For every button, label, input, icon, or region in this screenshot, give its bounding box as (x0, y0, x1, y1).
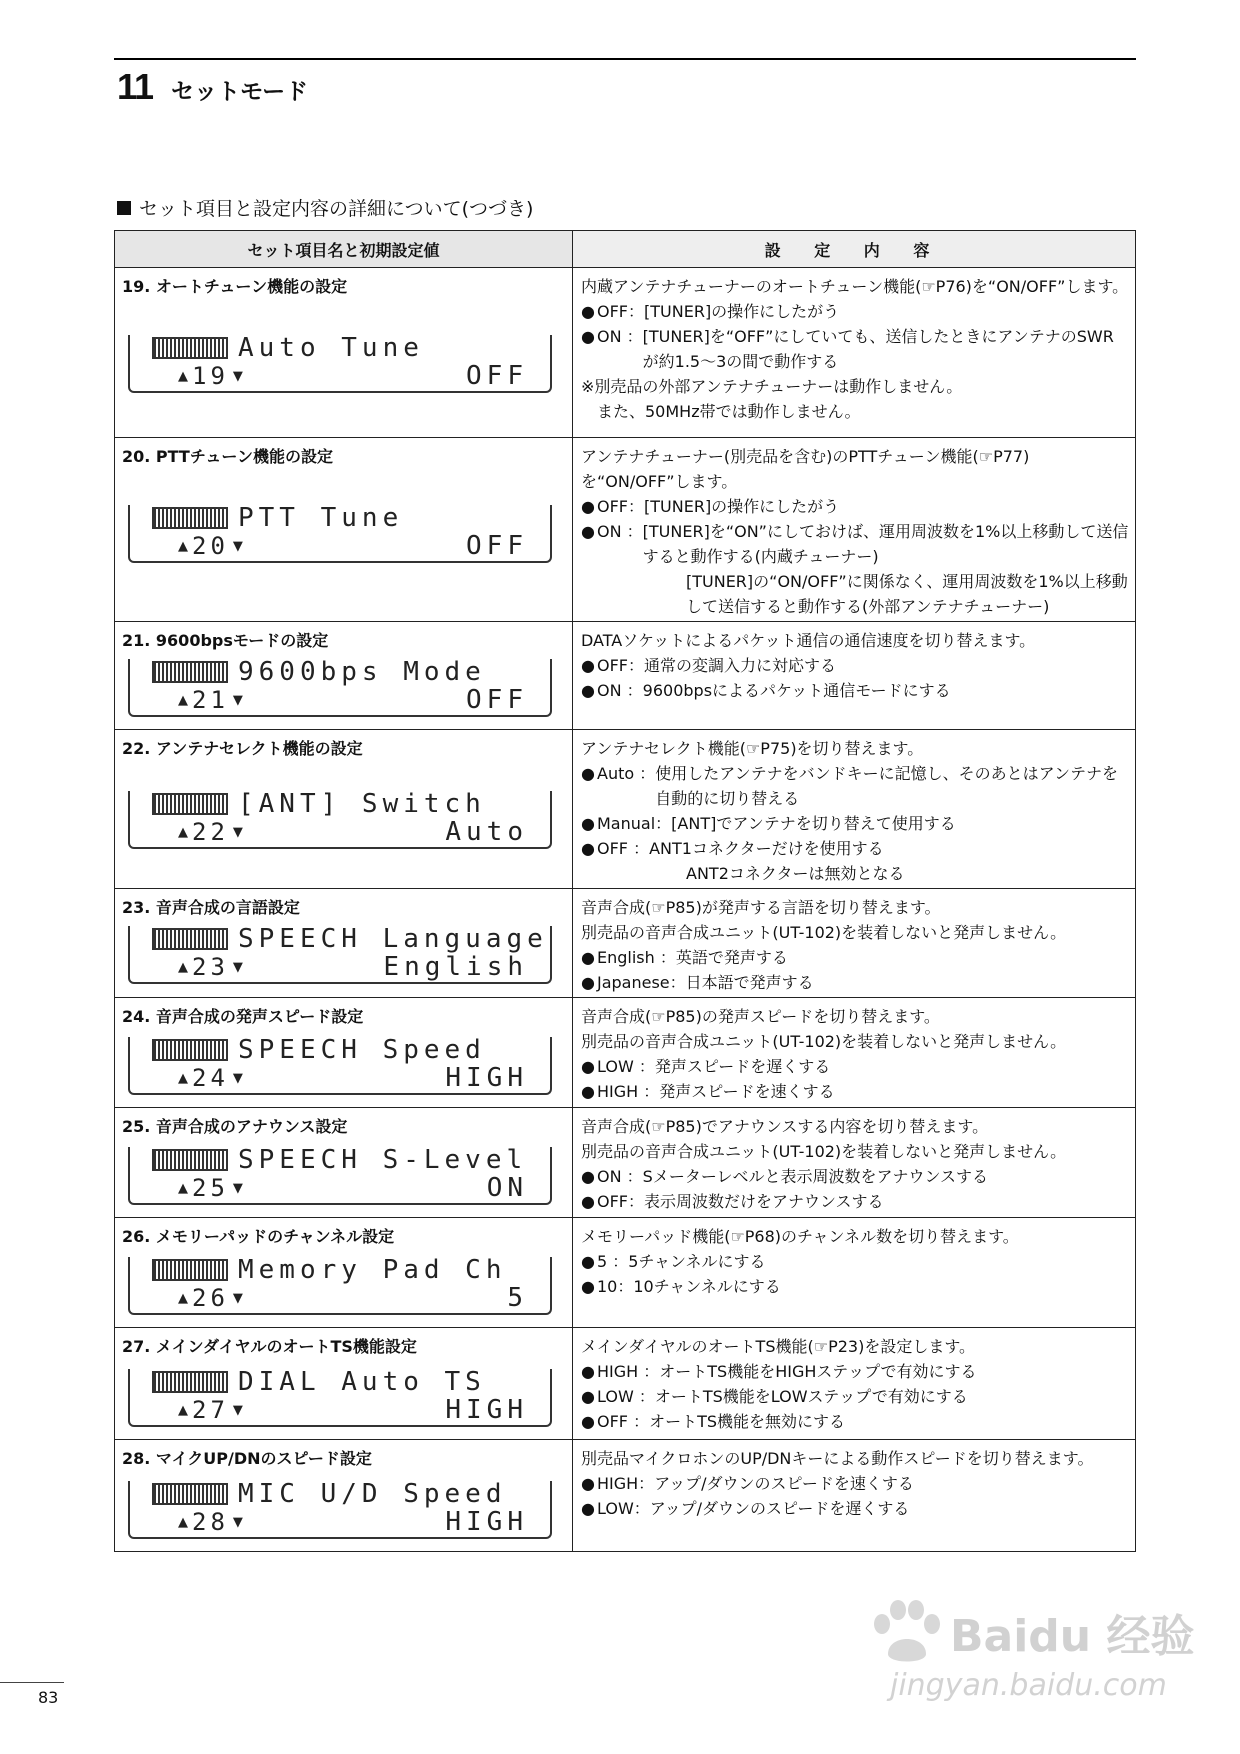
lcd-item-name: SPEECH Language (238, 924, 548, 954)
lcd-item-value: Auto (445, 817, 528, 847)
lcd-item-value: OFF (466, 685, 528, 715)
header-item-name: セット項目名と初期設定値 (115, 231, 573, 268)
table-row (115, 730, 1136, 889)
up-arrow-icon: ▲ (178, 1290, 188, 1306)
item-title: 21. 9600bpsモードの設定 (122, 631, 329, 650)
bullet-key: LOW： (597, 1499, 650, 1518)
paw-watermark-icon (868, 1600, 946, 1664)
down-arrow-icon: ▼ (232, 959, 243, 975)
chapter-title: セットモード (171, 79, 309, 105)
bullet-text: 発声スピードを遅くする (654, 1057, 831, 1076)
up-arrow-icon: ▲ (178, 959, 188, 975)
bullet-item (581, 836, 1129, 861)
setting-content-cell (573, 730, 1136, 889)
lcd-item-number: 27 (192, 1396, 229, 1424)
bullet-text: 9600bpsによるパケット通信モードにする (642, 681, 951, 700)
bullet-item (581, 324, 1129, 374)
bullet-dot-icon: ● (581, 1474, 595, 1493)
lcd-item-number: 24 (192, 1064, 229, 1092)
description-text: 音声合成(☞P85)でアナウンスする内容を切り替えます。 (581, 1117, 989, 1136)
bullet-dot-icon: ● (581, 1167, 595, 1186)
bullet-dot-icon: ● (581, 764, 595, 783)
bullet-item (581, 1409, 1129, 1434)
lcd-line-1 (152, 1479, 507, 1509)
lcd-line-2 (178, 1395, 528, 1425)
bullet-key: LOW ： (597, 1057, 655, 1076)
bullet-text: [TUNER]を“OFF”にしていても、送信したときにアンテナのSWRが約1.5〜3の間で動作する (642, 327, 1114, 371)
bullet-item (581, 678, 1129, 703)
table-row (115, 438, 1136, 622)
bullet-dot-icon: ● (581, 973, 595, 992)
lcd-item-value: HIGH (445, 1507, 528, 1537)
bullet-text: [TUNER]を“ON”にしておけば、運用周波数を1%以上移動して送信すると動作する(内蔵チューナー) (642, 522, 1129, 566)
bullet-key: Japanese： (597, 973, 686, 992)
description-text: メインダイヤルのオートTS機能(☞P23)を設定します。 (581, 1337, 976, 1356)
item-title: 28. マイクUP/DNのスピード設定 (122, 1449, 372, 1468)
set-indicator-icon (152, 337, 228, 359)
description-text: アンテナセレクト機能(☞P75)を切り替えます。 (581, 739, 924, 758)
down-arrow-icon: ▼ (232, 1070, 243, 1086)
bullet-dot-icon: ● (581, 327, 595, 346)
bullet-key: 10： (597, 1277, 634, 1296)
table-header-row (115, 231, 1136, 268)
description-text: 音声合成(☞P85)が発声する言語を切り替えます。 (581, 898, 941, 917)
lcd-display (128, 659, 552, 717)
bullet-item (581, 494, 1129, 519)
lcd-line-2 (178, 531, 528, 561)
lcd-item-value: English (383, 952, 528, 982)
bullet-item (581, 970, 1129, 995)
lcd-item-number: 28 (192, 1508, 229, 1536)
description-text: DATAソケットによるパケット通信の通信速度を切り替えます。 (581, 631, 1036, 650)
lcd-line-1 (152, 924, 548, 954)
bullet-item (581, 653, 1129, 678)
description-text: 別売品の音声合成ユニット(UT-102)を装着しないと発声しません。 (581, 923, 1067, 942)
bullet-dot-icon: ● (581, 1362, 595, 1381)
item-cell (115, 268, 573, 438)
page-number-rule (0, 1682, 64, 1683)
lcd-item-number: 23 (192, 953, 229, 981)
setting-content-cell (573, 998, 1136, 1108)
bullet-text: [ANT]でアンテナを切り替えて使用する (671, 814, 956, 833)
setting-content-cell (573, 889, 1136, 998)
set-indicator-icon (152, 928, 228, 950)
lcd-item-name: Memory Pad Ch (238, 1255, 507, 1285)
bullet-item (581, 811, 1129, 836)
bullet-text: [TUNER]の操作にしたがう (644, 302, 840, 321)
bullet-key: HIGH ： (597, 1082, 660, 1101)
bullet-item (581, 1189, 1129, 1214)
bullet-item (581, 1274, 1129, 1299)
set-indicator-icon (152, 1483, 228, 1505)
set-indicator-icon (152, 507, 228, 529)
item-title: 25. 音声合成のアナウンス設定 (122, 1117, 348, 1136)
up-arrow-icon: ▲ (178, 368, 188, 384)
bullet-item (581, 1359, 1129, 1384)
bullet-text: オートTS機能をHIGHステップで有効にする (659, 1362, 977, 1381)
lcd-item-value: OFF (466, 361, 528, 391)
set-indicator-icon (152, 1259, 228, 1281)
lcd-item-value: OFF (466, 531, 528, 561)
item-cell (115, 1440, 573, 1552)
section-title (117, 194, 533, 221)
bullet-dot-icon: ● (581, 1499, 595, 1518)
setting-content-cell (573, 1108, 1136, 1218)
lcd-item-name: PTT Tune (238, 503, 404, 533)
bullet-key: Manual： (597, 814, 672, 833)
bullet-dot-icon: ● (581, 948, 595, 967)
bullet-text: 10チャンネルにする (633, 1277, 781, 1296)
bullet-dot-icon: ● (581, 814, 595, 833)
table-row (115, 1440, 1136, 1552)
bullet-text: 日本語で発声する (685, 973, 814, 992)
lcd-line-2 (178, 1507, 528, 1537)
bullet-dot-icon: ● (581, 1412, 595, 1431)
setting-content-cell (573, 268, 1136, 438)
bullet-text: ANT1コネクターだけを使用する (649, 839, 884, 858)
description-text: 別売品の音声合成ユニット(UT-102)を装着しないと発声しません。 (581, 1032, 1067, 1051)
bullet-dot-icon: ● (581, 839, 595, 858)
lcd-item-value: HIGH (445, 1395, 528, 1425)
up-arrow-icon: ▲ (178, 1402, 188, 1418)
bullet-item (581, 1054, 1129, 1079)
bullet-dot-icon: ● (581, 1057, 595, 1076)
lcd-item-name: SPEECH S-Level (238, 1145, 528, 1175)
lcd-line-2 (178, 1173, 528, 1203)
down-arrow-icon: ▼ (232, 538, 243, 554)
bullet-key: OFF ： (597, 839, 650, 858)
lcd-line-1 (152, 1035, 486, 1065)
settings-table (114, 230, 1136, 1552)
header-setting-content: 設 定 内 容 (573, 231, 1136, 268)
setting-content-cell (573, 1440, 1136, 1552)
down-arrow-icon: ▼ (232, 1180, 243, 1196)
header-rule (114, 58, 1136, 60)
lcd-display (128, 505, 552, 563)
up-arrow-icon: ▲ (178, 1514, 188, 1530)
bullet-dot-icon: ● (581, 681, 595, 700)
item-title: 26. メモリーパッドのチャンネル設定 (122, 1227, 395, 1246)
down-arrow-icon: ▼ (232, 368, 243, 384)
lcd-item-number: 19 (192, 362, 229, 390)
bullet-key: ON ： (597, 522, 643, 541)
lcd-line-1 (152, 333, 424, 363)
bullet-dot-icon: ● (581, 656, 595, 675)
up-arrow-icon: ▲ (178, 692, 188, 708)
description-text: メモリーパッド機能(☞P68)のチャンネル数を切り替えます。 (581, 1227, 1019, 1246)
lcd-line-1 (152, 657, 486, 687)
lcd-item-value: ON (486, 1173, 528, 1203)
bullet-dot-icon: ● (581, 1082, 595, 1101)
lcd-item-number: 22 (192, 818, 229, 846)
bullet-dot-icon: ● (581, 1387, 595, 1406)
chapter-heading (117, 66, 308, 108)
section-title-text: セット項目と設定内容の詳細について(つづき) (139, 198, 534, 220)
note-text: ※別売品の外部アンテナチューナーは動作しません。 (581, 377, 963, 396)
bullet-key: OFF： (597, 497, 645, 516)
note-text: ANT2コネクターは無効となる (686, 864, 905, 883)
bullet-key: ON ： (597, 681, 643, 700)
up-arrow-icon: ▲ (178, 1180, 188, 1196)
bullet-item (581, 1384, 1129, 1409)
note-text: [TUNER]の“ON/OFF”に関係なく、運用周波数を1%以上移動して送信すると動作する(外部アンテナチューナー) (686, 572, 1128, 616)
bullet-dot-icon: ● (581, 1252, 595, 1271)
set-indicator-icon (152, 1371, 228, 1393)
lcd-line-1 (152, 1255, 507, 1285)
down-arrow-icon: ▼ (232, 1402, 243, 1418)
lcd-item-number: 20 (192, 532, 229, 560)
watermark-brand: Baidu 经验 (950, 1611, 1195, 1662)
bullet-dot-icon: ● (581, 497, 595, 516)
bullet-key: OFF： (597, 656, 645, 675)
item-cell (115, 998, 573, 1108)
watermark-url: jingyan.baidu.com (890, 1668, 1167, 1703)
bullet-text: 英語で発声する (675, 948, 788, 967)
item-cell (115, 438, 573, 622)
bullet-key: LOW ： (597, 1387, 655, 1406)
lcd-display (128, 1147, 552, 1205)
bullet-item (581, 1471, 1129, 1496)
bullet-text: 使用したアンテナをバンドキーに記憶し、そのあとはアンテナを自動的に切り替える (655, 764, 1118, 808)
bullet-text: [TUNER]の操作にしたがう (644, 497, 840, 516)
bullet-text: 通常の変調入力に対応する (644, 656, 837, 675)
bullet-dot-icon: ● (581, 1192, 595, 1211)
item-title: 23. 音声合成の言語設定 (122, 898, 300, 917)
square-bullet-icon (117, 201, 131, 215)
lcd-display (128, 1369, 552, 1427)
bullet-key: HIGH： (597, 1474, 655, 1493)
description-text: 別売品マイクロホンのUP/DNキーによる動作スピードを切り替えます。 (581, 1449, 1094, 1468)
lcd-item-name: [ANT] Switch (238, 789, 486, 819)
bullet-key: ON ： (597, 327, 643, 346)
setting-content-cell (573, 1328, 1136, 1440)
bullet-dot-icon: ● (581, 522, 595, 541)
up-arrow-icon: ▲ (178, 824, 188, 840)
bullet-text: アップ/ダウンのスピードを速くする (654, 1474, 914, 1493)
set-indicator-icon (152, 1039, 228, 1061)
table-row (115, 1108, 1136, 1218)
lcd-line-2 (178, 1063, 528, 1093)
setting-content-cell (573, 622, 1136, 730)
table-row (115, 622, 1136, 730)
down-arrow-icon: ▼ (232, 1290, 243, 1306)
table-row (115, 1328, 1136, 1440)
item-cell (115, 622, 573, 730)
bullet-text: オートTS機能をLOWステップで有効にする (654, 1387, 968, 1406)
lcd-item-name: Auto Tune (238, 333, 424, 363)
bullet-text: 5チャンネルにする (628, 1252, 766, 1271)
set-indicator-icon (152, 661, 228, 683)
lcd-line-2 (178, 685, 528, 715)
lcd-item-name: SPEECH Speed (238, 1035, 486, 1065)
bullet-item (581, 1164, 1129, 1189)
bullet-dot-icon: ● (581, 1277, 595, 1296)
lcd-display (128, 791, 552, 849)
bullet-key: OFF： (597, 1192, 645, 1211)
page-number: 83 (38, 1688, 59, 1707)
lcd-item-number: 21 (192, 686, 229, 714)
bullet-key: 5 ： (597, 1252, 629, 1271)
item-cell (115, 1218, 573, 1328)
bullet-key: HIGH ： (597, 1362, 660, 1381)
down-arrow-icon: ▼ (232, 1514, 243, 1530)
table-row (115, 998, 1136, 1108)
up-arrow-icon: ▲ (178, 1070, 188, 1086)
table-row (115, 1218, 1136, 1328)
item-cell (115, 1328, 573, 1440)
bullet-key: English ： (597, 948, 676, 967)
lcd-line-2 (178, 361, 528, 391)
lcd-line-2 (178, 952, 528, 982)
lcd-display (128, 926, 552, 984)
item-title: 20. PTTチューン機能の設定 (122, 447, 334, 466)
setting-content-cell (573, 438, 1136, 622)
item-cell (115, 1108, 573, 1218)
bullet-key: Auto ： (597, 764, 656, 783)
lcd-item-name: 9600bps Mode (238, 657, 486, 687)
lcd-item-value: HIGH (445, 1063, 528, 1093)
bullet-text: Sメーターレベルと表示周波数をアナウンスする (642, 1167, 989, 1186)
lcd-item-name: DIAL Auto TS (238, 1367, 486, 1397)
down-arrow-icon: ▼ (232, 824, 243, 840)
item-title: 22. アンテナセレクト機能の設定 (122, 739, 363, 758)
lcd-item-value: 5 (507, 1283, 528, 1313)
bullet-text: 表示周波数だけをアナウンスする (644, 1192, 884, 1211)
lcd-item-number: 25 (192, 1174, 229, 1202)
lcd-item-number: 26 (192, 1284, 229, 1312)
lcd-display (128, 1257, 552, 1315)
lcd-line-1 (152, 503, 403, 533)
bullet-text: 発声スピードを速くする (659, 1082, 835, 1101)
bullet-dot-icon: ● (581, 302, 595, 321)
lcd-line-1 (152, 789, 486, 819)
lcd-item-name: MIC U/D Speed (238, 1479, 507, 1509)
lcd-display (128, 1037, 552, 1095)
lcd-line-1 (152, 1145, 527, 1175)
description-text: アンテナチューナー(別売品を含む)のPTTチューン機能(☞P77)を“ON/OFF”します。 (581, 447, 1030, 491)
set-indicator-icon (152, 793, 228, 815)
down-arrow-icon: ▼ (232, 692, 243, 708)
item-title: 24. 音声合成の発声スピード設定 (122, 1007, 364, 1026)
bullet-item (581, 1496, 1129, 1521)
bullet-key: OFF： (597, 302, 645, 321)
bullet-key: ON ： (597, 1167, 643, 1186)
item-cell (115, 889, 573, 998)
lcd-display (128, 335, 552, 393)
item-title: 19. オートチューン機能の設定 (122, 277, 348, 296)
lcd-display (128, 1481, 552, 1539)
bullet-item (581, 1079, 1129, 1104)
chapter-number: 11 (117, 66, 154, 107)
description-text: 別売品の音声合成ユニット(UT-102)を装着しないと発声しません。 (581, 1142, 1067, 1161)
setting-content-cell (573, 1218, 1136, 1328)
description-text: 内蔵アンテナチューナーのオートチューン機能(☞P76)を“ON/OFF”します。 (581, 277, 1129, 296)
item-title: 27. メインダイヤルのオートTS機能設定 (122, 1337, 417, 1356)
lcd-line-2 (178, 817, 528, 847)
note-text: また、50MHz帯では動作しません。 (597, 402, 861, 421)
bullet-item (581, 761, 1129, 811)
bullet-item (581, 519, 1129, 569)
bullet-item (581, 945, 1129, 970)
bullet-item (581, 1249, 1129, 1274)
table-row (115, 268, 1136, 438)
bullet-key: OFF ： (597, 1412, 650, 1431)
bullet-text: オートTS機能を無効にする (649, 1412, 846, 1431)
bullet-item (581, 299, 1129, 324)
description-text: 音声合成(☞P85)の発声スピードを切り替えます。 (581, 1007, 940, 1026)
lcd-line-2 (178, 1283, 528, 1313)
up-arrow-icon: ▲ (178, 538, 188, 554)
lcd-line-1 (152, 1367, 486, 1397)
set-indicator-icon (152, 1149, 228, 1171)
table-row (115, 889, 1136, 998)
item-cell (115, 730, 573, 889)
bullet-text: アップ/ダウンのスピードを遅くする (649, 1499, 910, 1518)
